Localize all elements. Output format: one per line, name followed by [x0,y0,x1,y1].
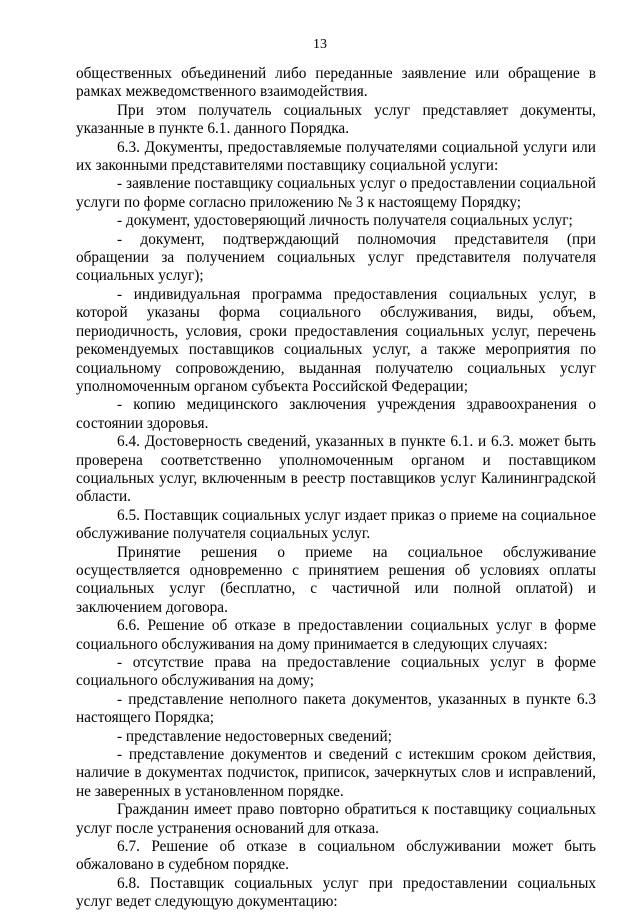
paragraph: 6.3. Документы, предоставляемые получателями социальной услуги или их законными представителями поставщику социальной услуги: [76,138,596,175]
page-number: 13 [313,37,327,52]
paragraph: 6.6. Решение об отказе в предоставлении социальных услуг в форме социального обслуживания на дому принимается в следующих случаях: [76,617,596,653]
paragraph: - документ, удостоверяющий личность получателя социальных услуг; [117,212,573,230]
paragraph: 6.8. Поставщик социальных услуг при предоставлении социальных услуг ведет следующую документацию: [76,874,596,911]
paragraph: 6.5. Поставщик социальных услуг издает приказ о приеме на социальное обслуживание получателя социальных услуг. [76,506,596,543]
paragraph: - индивидуальная программа предоставления социальных услуг, в которой указаны форма социального обслуживания, виды, объем, периодичность, условия, сроки предоставления социальных услуг, перечень рекомендуемых поставщиков социальных услуг, а также мероприятия по социальному сопровождению, выданная получателю социальных услуг уполномоченным органом субъекта Российской Федерации; [76,285,596,395]
paragraph: 6.7. Решение об отказе в социальном обслуживании может быть обжаловано в судебном порядке. [76,838,596,874]
paragraph: Принятие решения о приеме на социальное обслуживание осуществляется одновременно с принятием решения об условиях оплаты социальных услуг (бесплатно, с частичной или полной оплатой) и заключением договора. [76,543,596,616]
paragraph: общественных объединений либо переданные заявление или обращение в рамках межведомственного взаимодействия. [76,65,596,101]
paragraph: - отсутствие права на предоставление социальных услуг в форме социального обслуживания на дому; [76,654,596,690]
paragraph: - представление недостоверных сведений; [117,727,392,745]
paragraph: - копию медицинского заключения учреждения здравоохранения о состоянии здоровья. [76,396,596,432]
paragraph: Гражданин имеет право повторно обратиться к поставщику социальных услуг после устранения оснований для отказа. [76,801,596,837]
paragraph: - представление неполного пакета документов, указанных в пункте 6.3 настоящего Порядка; [76,690,596,727]
paragraph: - представление документов и сведений с истекшим сроком действия, наличие в документах подчисток, приписок, зачеркнутых слов и исправлений, не заверенных в установленном порядке. [76,746,596,800]
paragraph: - заявление поставщику социальных услуг о предоставлении социальной услуги по форме согласно приложению № 3 к настоящему Порядку; [76,175,596,211]
paragraph: 6.4. Достоверность сведений, указанных в пункте 6.1. и 6.3. может быть проверена соответственно уполномоченным органом и поставщиком социальных услуг, включенным в реестр поставщиков услуг Калининградской области. [76,433,596,506]
paragraph: При этом получатель социальных услуг представляет документы, указанные в пункте 6.1. данного Порядка. [76,101,596,138]
document-body [76,65,596,912]
paragraph: - документ, подтверждающий полномочия представителя (при обращении за получением социальных услуг представителя получателя социальных услуг); [76,230,596,285]
